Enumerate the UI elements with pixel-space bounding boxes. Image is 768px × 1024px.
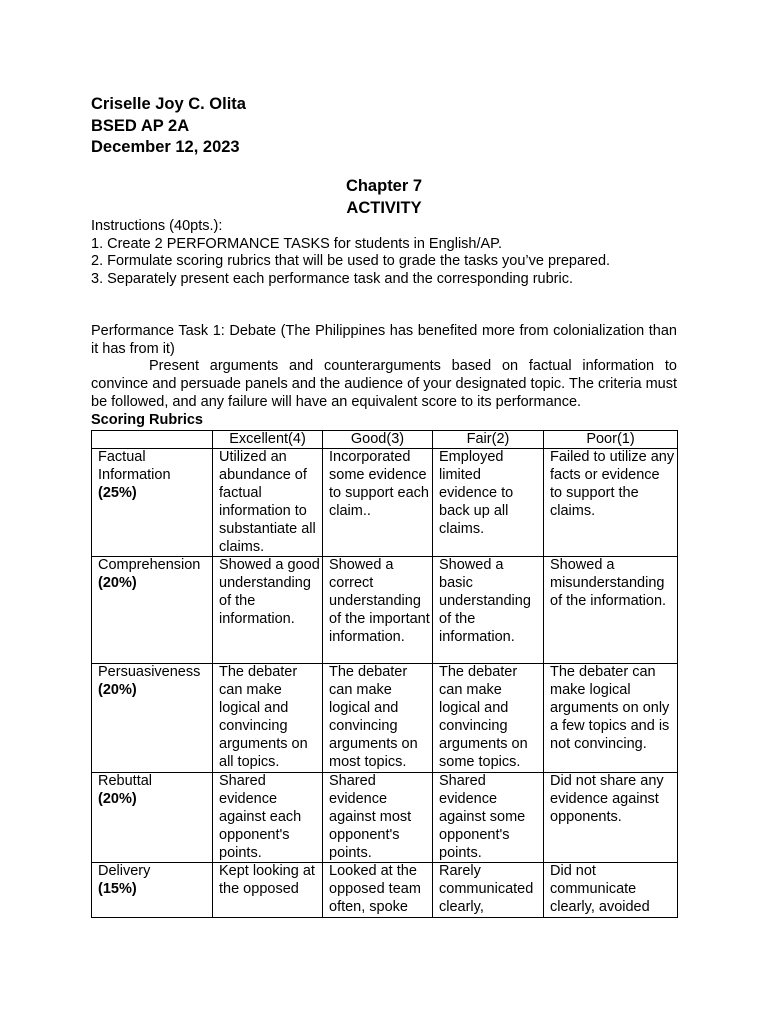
rubric-cell: Showed a good understanding of the information. bbox=[213, 557, 323, 664]
rubric-cell: Utilized an abundance of factual information to substantiate all claims. bbox=[213, 449, 323, 557]
criterion-cell bbox=[92, 664, 213, 772]
criterion-cell bbox=[92, 772, 213, 863]
rubric-cell: Shared evidence against each opponent's points. bbox=[213, 772, 323, 863]
rubric-cell: Did not communicate clearly, avoided bbox=[544, 863, 678, 918]
rubric-cell: The debater can make logical and convincing arguments on most topics. bbox=[323, 664, 433, 772]
column-header: Excellent(4) bbox=[213, 431, 323, 449]
column-header: Good(3) bbox=[323, 431, 433, 449]
rubric-cell: Showed a basic understanding of the information. bbox=[433, 557, 544, 664]
task-title: Performance Task 1: Debate (The Philippines has benefited more from colonialization than it has from it) bbox=[91, 323, 677, 357]
student-info bbox=[91, 94, 246, 159]
rubric-cell: Did not share any evidence against opponents. bbox=[544, 772, 678, 863]
table-row bbox=[92, 557, 678, 664]
criterion-cell bbox=[92, 557, 213, 664]
criterion-weight: (15%) bbox=[98, 881, 137, 898]
rubric-cell: Shared evidence against most opponent's points. bbox=[323, 772, 433, 863]
criterion-name: Comprehension bbox=[98, 557, 201, 574]
criterion-name: Delivery bbox=[98, 863, 151, 880]
student-section: BSED AP 2A bbox=[91, 116, 190, 135]
chapter-title: Chapter 7 bbox=[345, 177, 423, 195]
instructions-heading: Instructions (40pts.): bbox=[91, 218, 223, 234]
criterion-weight: (20%) bbox=[98, 575, 137, 592]
scoring-rubric-table bbox=[91, 430, 678, 918]
criterion-cell bbox=[92, 449, 213, 557]
rubric-cell: Rarely communicated clearly, bbox=[433, 863, 544, 918]
performance-task bbox=[91, 323, 677, 412]
activity-title: ACTIVITY bbox=[346, 199, 422, 217]
rubric-cell: Incorporated some evidence to support each claim.. bbox=[323, 449, 433, 557]
rubric-cell: Kept looking at the opposed bbox=[213, 863, 323, 918]
table-row bbox=[92, 863, 678, 918]
rubric-cell: The debater can make logical and convincing arguments on all topics. bbox=[213, 664, 323, 772]
criterion-name: Persuasiveness bbox=[98, 664, 201, 681]
column-header: Fair(2) bbox=[433, 431, 544, 449]
rubric-cell: Shared evidence against some opponent's points. bbox=[433, 772, 544, 863]
table-row bbox=[92, 449, 678, 557]
criterion-name: Factual Information bbox=[98, 449, 171, 483]
criterion-weight: (20%) bbox=[98, 682, 137, 699]
instruction-item: 3. Separately present each performance task and the corresponding rubric. bbox=[91, 271, 573, 288]
instruction-item: 1. Create 2 PERFORMANCE TASKS for students in English/AP. bbox=[91, 235, 503, 252]
rubric-header-row bbox=[92, 431, 678, 449]
task-description: Present arguments and counterarguments based on factual information to convince and persuade panels and the audience of your designated topic. The criteria must be followed, and any failure will have an equivalent score to its performance. bbox=[91, 358, 677, 410]
rubric-cell: Showed a correct understanding of the important information. bbox=[323, 557, 433, 664]
criterion-cell bbox=[92, 863, 213, 918]
criterion-weight: (25%) bbox=[98, 484, 137, 501]
rubric-cell: Failed to utilize any facts or evidence to support the claims. bbox=[544, 449, 678, 557]
table-row bbox=[92, 772, 678, 863]
column-header: Poor(1) bbox=[544, 431, 678, 449]
rubric-cell: The debater can make logical arguments on only a few topics and is not convincing. bbox=[544, 664, 678, 772]
criterion-name: Rebuttal bbox=[98, 772, 153, 789]
rubric-cell: Showed a misunderstanding of the information. bbox=[544, 557, 678, 664]
table-row bbox=[92, 664, 678, 772]
document-date: December 12, 2023 bbox=[91, 138, 240, 156]
rubric-cell: Looked at the opposed team often, spoke bbox=[323, 863, 433, 918]
rubric-heading: Scoring Rubrics bbox=[91, 412, 203, 428]
instruction-item: 2. Formulate scoring rubrics that will be used to grade the tasks you’ve prepared. bbox=[91, 253, 611, 270]
rubric-cell: The debater can make logical and convincing arguments on some topics. bbox=[433, 664, 544, 772]
column-header bbox=[92, 431, 213, 449]
rubric-cell: Employed limited evidence to back up all claims. bbox=[433, 449, 544, 557]
criterion-weight: (20%) bbox=[98, 790, 137, 807]
student-name: Criselle Joy C. Olita bbox=[91, 95, 246, 113]
instructions bbox=[91, 218, 691, 289]
